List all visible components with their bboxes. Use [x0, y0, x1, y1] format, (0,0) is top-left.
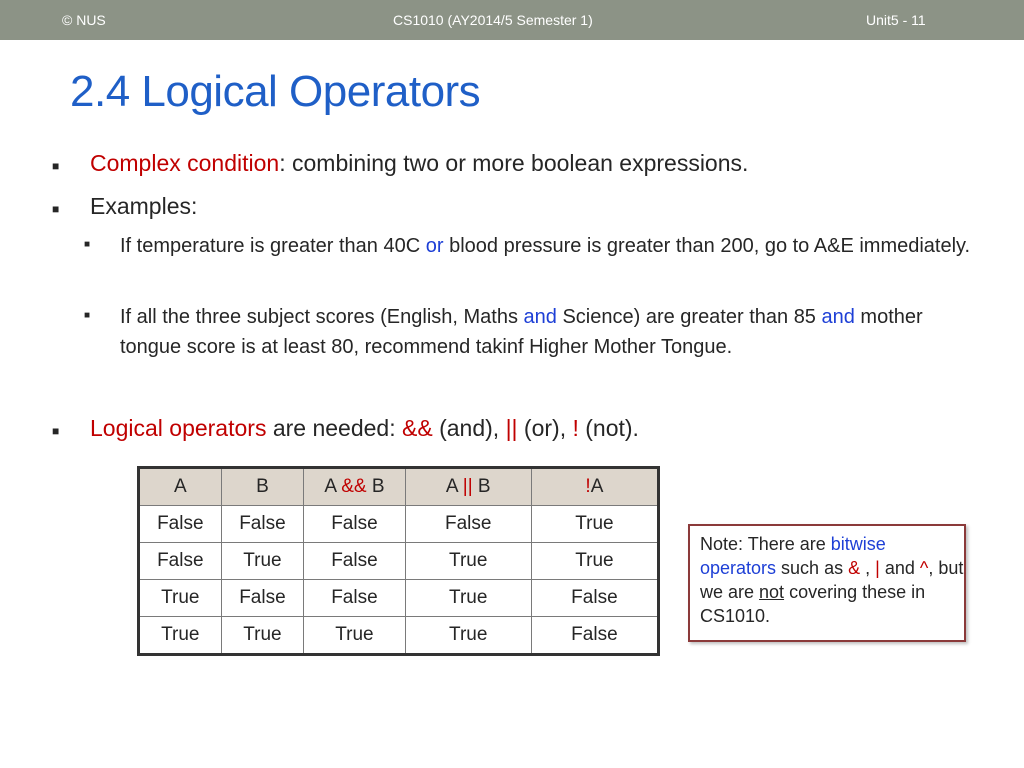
header-not-a [531, 468, 658, 506]
table-cell: True [405, 580, 531, 617]
keyword-and: and [821, 306, 855, 328]
header-text: A [445, 476, 463, 497]
square-bullet-icon: ■ [84, 239, 91, 250]
table-cell: True [405, 543, 531, 580]
header-text: A [590, 476, 604, 497]
term-complex-condition: Complex condition [90, 150, 280, 176]
table-cell: True [221, 617, 304, 655]
table-header-row [139, 468, 659, 506]
bullet-text: (or), [517, 415, 573, 441]
example-text: If all the three subject scores (English, Maths [120, 306, 524, 328]
note-text: , [860, 558, 876, 578]
header-bar [0, 0, 1024, 40]
keyword-bitwise-operators: bitwise operators [700, 534, 886, 578]
truth-table [137, 466, 660, 656]
table-row [139, 580, 659, 617]
header-b: B [221, 468, 304, 506]
operator-bitwise-and: & [848, 558, 861, 578]
operator-bitwise-or: | [875, 558, 880, 578]
table-cell: False [139, 543, 222, 580]
example-text: blood pressure is greater than 200, go to A&E immediately. [443, 235, 971, 257]
table-cell: False [531, 580, 658, 617]
example-text: Science) are greater than 85 [556, 306, 822, 328]
keyword-or: or [425, 235, 444, 257]
term-logical-operators: Logical operators [90, 415, 267, 441]
header-a: A [139, 468, 222, 506]
table-cell: False [531, 617, 658, 655]
bullet-text: are needed: [266, 415, 403, 441]
bullet-complex-condition [90, 146, 748, 180]
table-row [139, 617, 659, 655]
note-text: covering these in CS1010. [700, 582, 926, 626]
example-text: If temperature is greater than 40C [120, 235, 426, 257]
table-cell: False [405, 506, 531, 543]
example-text: mother tongue score is at least 80, recommend takinf Higher Mother Tongue. [120, 306, 923, 358]
operator-and: && [402, 415, 433, 441]
square-bullet-icon: ■ [52, 202, 60, 216]
example-scores [120, 302, 980, 362]
table-cell: True [531, 506, 658, 543]
copyright-label: © NUS [62, 12, 106, 28]
note-emphasis-not: not [759, 582, 785, 602]
bullet-text: : combining two or more boolean expressions. [279, 150, 749, 176]
course-label: CS1010 (AY2014/5 Semester 1) [393, 12, 593, 28]
bullet-text: (and), [432, 415, 506, 441]
square-bullet-icon: ■ [52, 424, 60, 438]
bullet-text: (not). [578, 415, 639, 441]
operator-bitwise-xor: ^ [919, 558, 929, 578]
table-cell: False [221, 506, 304, 543]
note-text: , but we are [700, 558, 964, 602]
table-cell: False [304, 506, 405, 543]
table-row [139, 506, 659, 543]
example-temperature [120, 231, 980, 261]
table-cell: False [221, 580, 304, 617]
bitwise-note-box [688, 524, 966, 642]
table-cell: True [304, 617, 405, 655]
table-cell: True [139, 580, 222, 617]
table-cell: False [139, 506, 222, 543]
slide-title: 2.4 Logical Operators [70, 67, 481, 116]
bullet-logical-operators [90, 411, 639, 445]
operator-or: || [462, 476, 473, 497]
table-cell: True [221, 543, 304, 580]
operator-not: ! [572, 415, 579, 441]
header-a-and-b [304, 468, 405, 506]
slide-number: Unit5 - 11 [866, 12, 926, 28]
table-row [139, 543, 659, 580]
header-text: A [324, 476, 342, 497]
note-text: Note: There are [700, 534, 831, 554]
table-cell: True [531, 543, 658, 580]
table-cell: False [304, 580, 405, 617]
table-cell: True [139, 617, 222, 655]
table-cell: False [304, 543, 405, 580]
square-bullet-icon: ■ [52, 159, 60, 173]
header-text: B [472, 476, 491, 497]
header-text: B [366, 476, 385, 497]
header-a-or-b [405, 468, 531, 506]
table-cell: True [405, 617, 531, 655]
keyword-and: and [523, 306, 557, 328]
note-text: such as [776, 558, 849, 578]
operator-or: || [505, 415, 518, 441]
operator-not: ! [585, 476, 591, 497]
square-bullet-icon: ■ [84, 310, 91, 321]
operator-and: && [341, 476, 367, 497]
bullet-examples: Examples: [90, 193, 198, 219]
note-text: and [879, 558, 920, 578]
